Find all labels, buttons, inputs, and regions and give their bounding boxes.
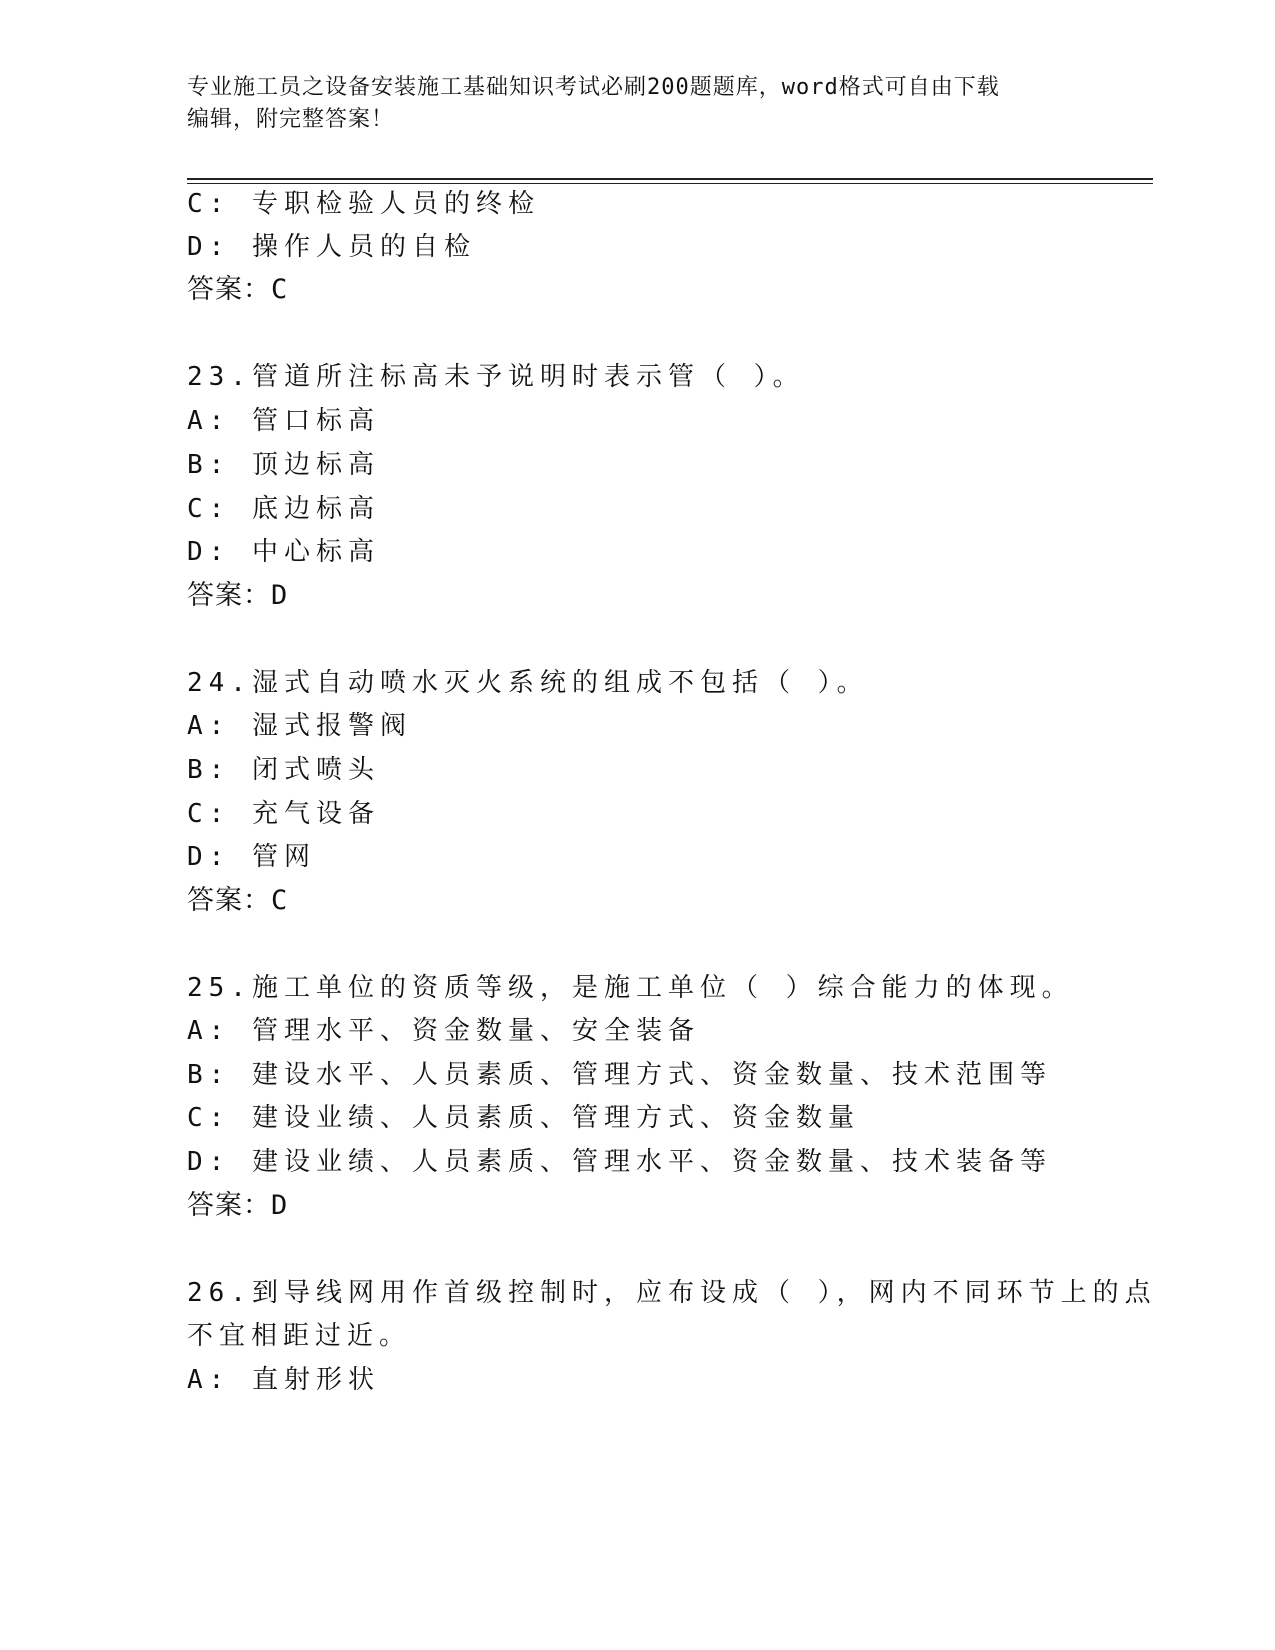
q23-stem: 23.管道所注标高未予说明时表示管（ ）。 xyxy=(187,362,805,392)
document-header xyxy=(187,72,1067,136)
q25-answer xyxy=(187,1190,287,1222)
answer-label: 答案： xyxy=(187,274,271,305)
q26-stem-line-1: 26.到导线网用作首级控制时，应布设成（ ），网内不同环节上的点 xyxy=(187,1278,1157,1308)
answer-label: 答案： xyxy=(187,1190,271,1221)
q26-stem-line-2: 不宜相距过近。 xyxy=(187,1321,412,1351)
answer-label: 答案： xyxy=(187,885,271,916)
q25-option-c: C: 建设业绩、人员素质、管理方式、资金数量 xyxy=(187,1103,860,1133)
q23-answer xyxy=(187,580,287,612)
q23-option-a: A: 管口标高 xyxy=(187,406,380,436)
q22-option-d: D: 操作人员的自检 xyxy=(187,232,476,262)
q25-option-b: B: 建设水平、人员素质、管理方式、资金数量、技术范围等 xyxy=(187,1060,1052,1090)
answer-value: D xyxy=(271,1190,288,1221)
q22-answer xyxy=(187,274,287,306)
answer-value: C xyxy=(271,885,288,916)
q24-option-b: B: 闭式喷头 xyxy=(187,755,380,785)
q25-option-d: D: 建设业绩、人员素质、管理水平、资金数量、技术装备等 xyxy=(187,1147,1052,1177)
q23-option-c: C: 底边标高 xyxy=(187,494,380,524)
header-divider-thin xyxy=(187,183,1153,184)
q24-stem: 24.湿式自动喷水灭火系统的组成不包括（ ）。 xyxy=(187,668,869,698)
q26-option-a: A: 直射形状 xyxy=(187,1365,380,1395)
q23-option-b: B: 顶边标高 xyxy=(187,450,380,480)
q24-option-c: C: 充气设备 xyxy=(187,799,380,829)
q24-answer xyxy=(187,885,287,917)
q24-option-a: A: 湿式报警阀 xyxy=(187,711,412,741)
answer-label: 答案： xyxy=(187,580,271,611)
q24-option-d: D: 管网 xyxy=(187,842,316,872)
answer-value: C xyxy=(271,274,288,305)
q22-option-c: C: 专职检验人员的终检 xyxy=(187,189,540,219)
q23-option-d: D: 中心标高 xyxy=(187,537,380,567)
header-title-line-1: 专业施工员之设备安装施工基础知识考试必刷200题题库，word格式可自由下载 xyxy=(187,75,1000,100)
header-divider-thick xyxy=(187,178,1153,180)
header-title-line-2: 编辑，附完整答案！ xyxy=(187,107,395,132)
answer-value: D xyxy=(271,580,288,611)
q25-stem: 25.施工单位的资质等级，是施工单位（ ）综合能力的体现。 xyxy=(187,973,1074,1003)
q25-option-a: A: 管理水平、资金数量、安全装备 xyxy=(187,1016,700,1046)
